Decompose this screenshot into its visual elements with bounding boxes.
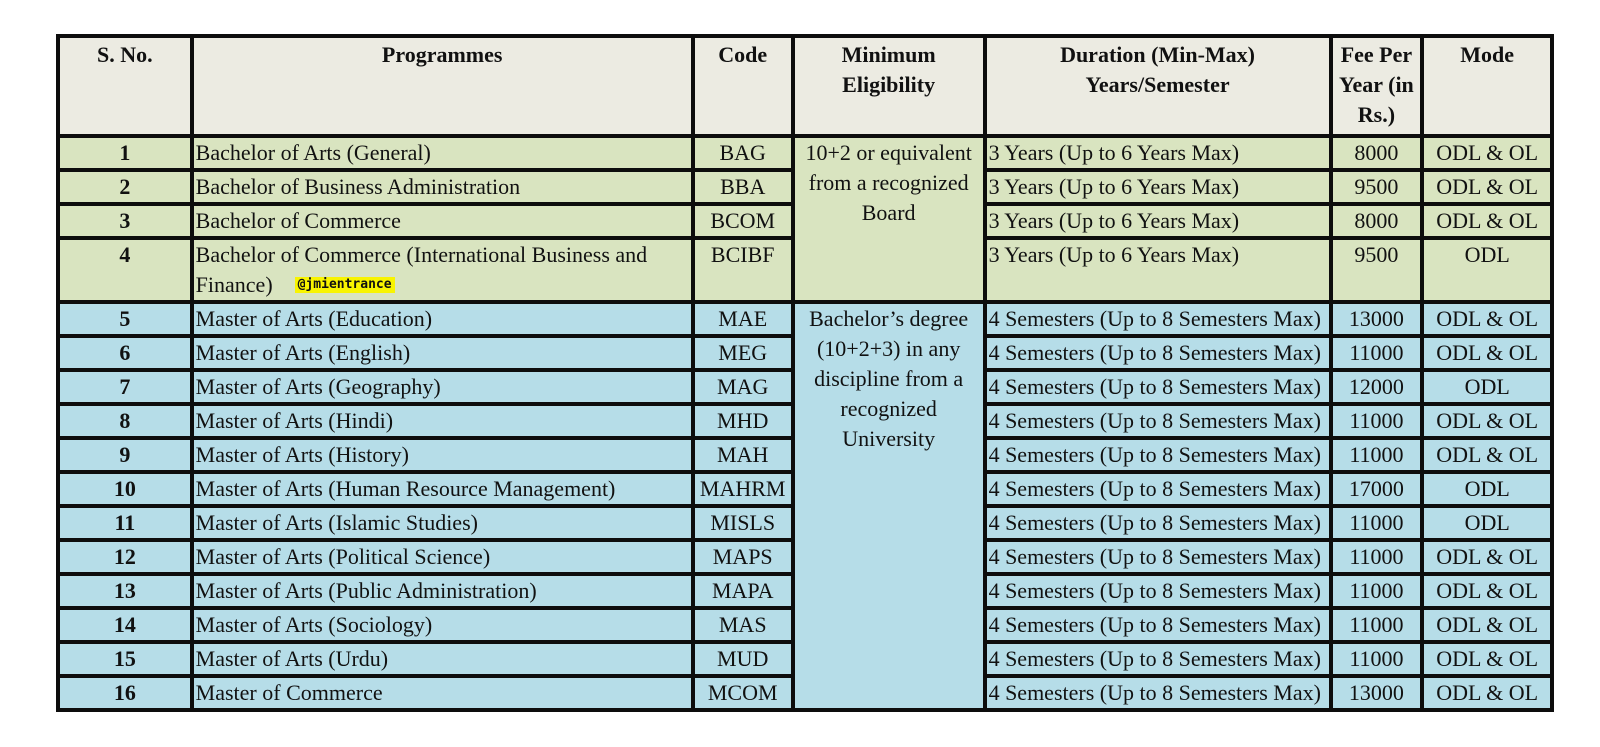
cell-mode: ODL & OL — [1422, 676, 1552, 710]
cell-fee: 11000 — [1331, 404, 1423, 438]
cell-sno: 6 — [58, 336, 192, 370]
cell-programme: Master of Arts (Urdu) — [192, 642, 693, 676]
cell-duration: 4 Semesters (Up to 8 Semesters Max) — [985, 404, 1331, 438]
cell-mode: ODL & OL — [1422, 170, 1552, 204]
header-fee: Fee Per Year (in Rs.) — [1331, 36, 1423, 136]
cell-fee: 11000 — [1331, 438, 1423, 472]
cell-fee: 17000 — [1331, 472, 1423, 506]
cell-sno: 2 — [58, 170, 192, 204]
programme-table-container — [56, 34, 1554, 712]
cell-eligibility-ug: 10+2 or equivalent from a recognized Board — [793, 136, 985, 302]
cell-mode: ODL — [1422, 506, 1552, 540]
cell-mode: ODL & OL — [1422, 438, 1552, 472]
cell-sno: 7 — [58, 370, 192, 404]
cell-code: MAE — [693, 302, 793, 336]
cell-duration: 4 Semesters (Up to 8 Semesters Max) — [985, 676, 1331, 710]
table-row — [58, 302, 1552, 336]
cell-sno: 5 — [58, 302, 192, 336]
cell-sno: 4 — [58, 238, 192, 302]
cell-fee: 11000 — [1331, 540, 1423, 574]
cell-programme-with-tag — [192, 238, 693, 302]
header-sno: S. No. — [58, 36, 192, 136]
header-eligibility: Minimum Eligibility — [793, 36, 985, 136]
cell-sno: 13 — [58, 574, 192, 608]
cell-mode: ODL & OL — [1422, 136, 1552, 170]
cell-programme: Bachelor of Business Administration — [192, 170, 693, 204]
cell-code: MCOM — [693, 676, 793, 710]
cell-mode: ODL & OL — [1422, 204, 1552, 238]
cell-programme: Master of Arts (History) — [192, 438, 693, 472]
cell-sno: 3 — [58, 204, 192, 238]
cell-duration: 4 Semesters (Up to 8 Semesters Max) — [985, 574, 1331, 608]
cell-mode: ODL & OL — [1422, 540, 1552, 574]
header-programmes: Programmes — [192, 36, 693, 136]
cell-duration: 4 Semesters (Up to 8 Semesters Max) — [985, 336, 1331, 370]
cell-eligibility-pg: Bachelor’s degree (10+2+3) in any discipline from a recognized University — [793, 302, 985, 710]
cell-sno: 11 — [58, 506, 192, 540]
cell-duration: 4 Semesters (Up to 8 Semesters Max) — [985, 540, 1331, 574]
cell-programme: Master of Arts (Islamic Studies) — [192, 506, 693, 540]
cell-duration: 4 Semesters (Up to 8 Semesters Max) — [985, 642, 1331, 676]
cell-fee: 9500 — [1331, 170, 1423, 204]
cell-duration: 3 Years (Up to 6 Years Max) — [985, 238, 1331, 302]
cell-code: BBA — [693, 170, 793, 204]
cell-mode: ODL — [1422, 370, 1552, 404]
cell-duration: 3 Years (Up to 6 Years Max) — [985, 170, 1331, 204]
cell-mode: ODL — [1422, 472, 1552, 506]
cell-code: MAPS — [693, 540, 793, 574]
cell-fee: 13000 — [1331, 676, 1423, 710]
cell-mode: ODL & OL — [1422, 404, 1552, 438]
cell-programme: Master of Arts (Hindi) — [192, 404, 693, 438]
cell-programme: Master of Arts (English) — [192, 336, 693, 370]
cell-programme: Bachelor of Commerce — [192, 204, 693, 238]
cell-sno: 16 — [58, 676, 192, 710]
cell-sno: 10 — [58, 472, 192, 506]
cell-code: MAS — [693, 608, 793, 642]
cell-mode: ODL & OL — [1422, 302, 1552, 336]
cell-fee: 11000 — [1331, 336, 1423, 370]
cell-fee: 13000 — [1331, 302, 1423, 336]
cell-code: BAG — [693, 136, 793, 170]
header-duration: Duration (Min-Max) Years/Semester — [985, 36, 1331, 136]
header-row — [58, 36, 1552, 136]
cell-mode: ODL & OL — [1422, 608, 1552, 642]
cell-fee: 11000 — [1331, 608, 1423, 642]
cell-fee: 11000 — [1331, 642, 1423, 676]
cell-code: MAPA — [693, 574, 793, 608]
cell-code: MUD — [693, 642, 793, 676]
cell-programme: Master of Arts (Sociology) — [192, 608, 693, 642]
cell-code: BCIBF — [693, 238, 793, 302]
cell-fee: 9500 — [1331, 238, 1423, 302]
programme-table — [56, 34, 1554, 712]
cell-duration: 3 Years (Up to 6 Years Max) — [985, 204, 1331, 238]
cell-code: MISLS — [693, 506, 793, 540]
cell-programme: Bachelor of Arts (General) — [192, 136, 693, 170]
cell-duration: 4 Semesters (Up to 8 Semesters Max) — [985, 506, 1331, 540]
cell-programme: Master of Arts (Public Administration) — [192, 574, 693, 608]
cell-code: MEG — [693, 336, 793, 370]
cell-sno: 14 — [58, 608, 192, 642]
social-handle-tag: @jmientrance — [295, 277, 395, 293]
cell-code: MAG — [693, 370, 793, 404]
cell-fee: 12000 — [1331, 370, 1423, 404]
table-row — [58, 136, 1552, 170]
cell-sno: 1 — [58, 136, 192, 170]
cell-code: MAH — [693, 438, 793, 472]
cell-programme: Master of Arts (Geography) — [192, 370, 693, 404]
cell-code: BCOM — [693, 204, 793, 238]
cell-mode: ODL & OL — [1422, 336, 1552, 370]
cell-programme: Master of Commerce — [192, 676, 693, 710]
header-mode: Mode — [1422, 36, 1552, 136]
cell-fee: 11000 — [1331, 574, 1423, 608]
cell-sno: 12 — [58, 540, 192, 574]
cell-sno: 8 — [58, 404, 192, 438]
cell-duration: 4 Semesters (Up to 8 Semesters Max) — [985, 438, 1331, 472]
cell-fee: 8000 — [1331, 136, 1423, 170]
header-code: Code — [693, 36, 793, 136]
cell-code: MAHRM — [693, 472, 793, 506]
cell-duration: 4 Semesters (Up to 8 Semesters Max) — [985, 370, 1331, 404]
cell-fee: 8000 — [1331, 204, 1423, 238]
cell-code: MHD — [693, 404, 793, 438]
cell-duration: 4 Semesters (Up to 8 Semesters Max) — [985, 472, 1331, 506]
cell-duration: 4 Semesters (Up to 8 Semesters Max) — [985, 608, 1331, 642]
cell-programme: Master of Arts (Human Resource Management) — [192, 472, 693, 506]
cell-mode: ODL & OL — [1422, 642, 1552, 676]
cell-mode: ODL — [1422, 238, 1552, 302]
cell-programme: Bachelor of Commerce (International Business and Finance) — [195, 242, 648, 297]
cell-duration: 3 Years (Up to 6 Years Max) — [985, 136, 1331, 170]
cell-sno: 15 — [58, 642, 192, 676]
cell-programme: Master of Arts (Political Science) — [192, 540, 693, 574]
cell-mode: ODL & OL — [1422, 574, 1552, 608]
cell-sno: 9 — [58, 438, 192, 472]
cell-fee: 11000 — [1331, 506, 1423, 540]
cell-programme: Master of Arts (Education) — [192, 302, 693, 336]
cell-duration: 4 Semesters (Up to 8 Semesters Max) — [985, 302, 1331, 336]
